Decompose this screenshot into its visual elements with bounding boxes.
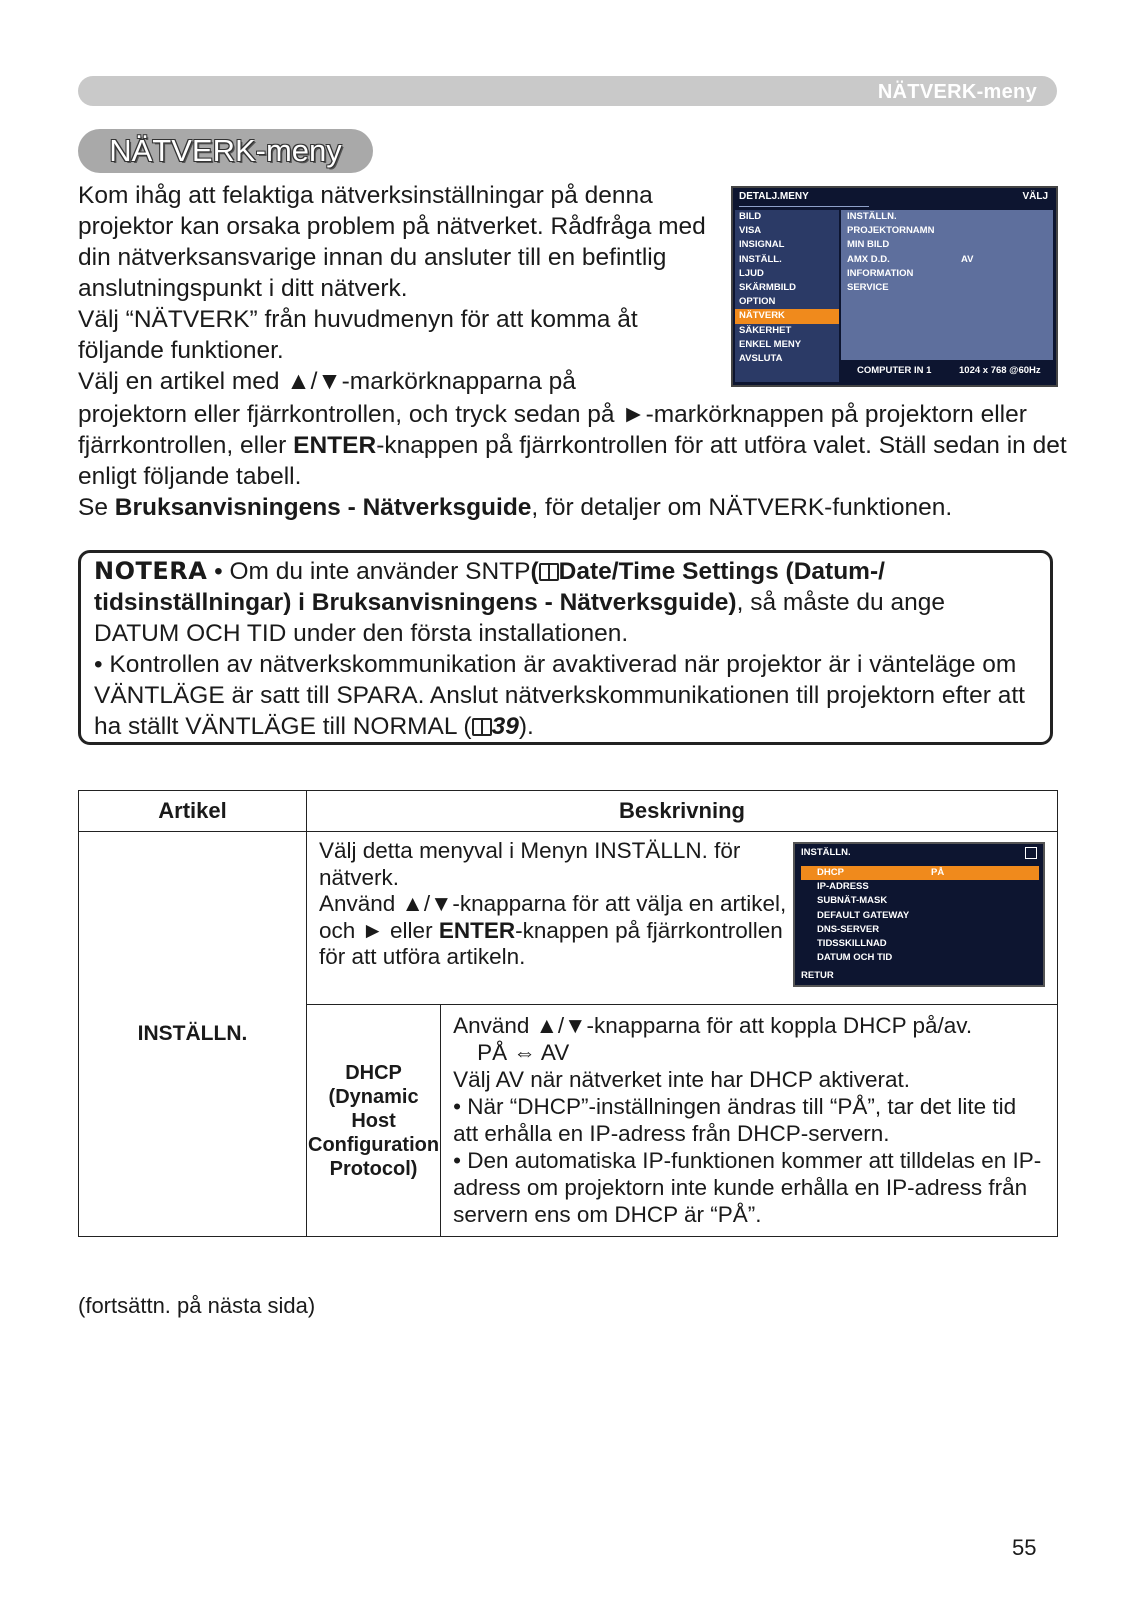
dhcp-description-cell — [441, 1005, 1058, 1237]
menu-item: VISA — [739, 225, 762, 237]
guide-reference: Bruksanvisningens - Nätverksguide — [114, 494, 532, 521]
submenu-item — [801, 894, 1039, 908]
text-run: Använd ▲/▼-knapparna för att välja en artikel, och ► eller — [319, 891, 787, 943]
text-run: • Om du inte använder SNTP — [207, 558, 531, 585]
note-bullet-1 — [94, 556, 1037, 649]
intro-paragraph-4 — [78, 492, 1068, 523]
section-title — [78, 129, 373, 173]
intro-paragraph-2: Välj “NÄTVERK” från huvudmenyn för att komma åt följande funktioner. — [78, 306, 638, 364]
menu-screenshot — [731, 186, 1058, 387]
submenu-label: AMX D.D. — [847, 253, 890, 265]
dhcp-options: PÅ ⇔ AV — [477, 1040, 570, 1065]
enter-key-label: ENTER — [438, 917, 516, 943]
section-title-text: NÄTVERK-meny — [109, 133, 342, 168]
intro-paragraph-1: Kom ihåg att felaktiga nätverksinställningar på denna projektor kan orsaka problem på nätverket. Rådfråga med din nätverksansvarige innan du ansluter till en befintlig anslutningspunkt i ditt nätverk. — [78, 182, 706, 302]
submenu-label: IP-ADRESS — [817, 881, 869, 893]
dhcp-label-line: DHCP — [345, 1061, 402, 1084]
page-reference: 39 — [491, 713, 519, 740]
submenu-label: DEFAULT GATEWAY — [817, 909, 910, 921]
menu-left-list — [735, 210, 839, 382]
text-run: projektorn eller fjärrkontrollen, och tryck sedan på ►-markörknappen på projektorn eller fjärrkontrollen, eller — [78, 401, 1027, 459]
input-source: COMPUTER IN 1 — [857, 365, 932, 376]
submenu-label: DNS-SERVER — [817, 923, 880, 935]
note-box — [78, 550, 1053, 745]
submenu-item — [841, 281, 1053, 295]
return-icon — [1025, 847, 1037, 859]
dhcp-label-line: Protocol) — [329, 1157, 418, 1180]
book-icon — [472, 718, 492, 736]
text-run: -knappen på fjärrkontrollen för att utföra valet. Ställ sedan in det enligt följande tabell. — [78, 432, 1067, 490]
submenu-screenshot — [793, 842, 1045, 987]
return-label: RETUR — [801, 970, 834, 981]
description-line: Välj detta menyval i Menyn INSTÄLLN. för nätverk. — [319, 838, 741, 890]
menu-item: ENKEL MENY — [739, 338, 802, 350]
submenu-item — [801, 909, 1039, 923]
submenu-label: MIN BILD — [847, 239, 890, 251]
submenu-label: SERVICE — [847, 281, 889, 293]
intro-paragraph-3-start: Välj en artikel med ▲/▼-markörknapparna på — [78, 368, 576, 395]
menu-item: LJUD — [739, 267, 764, 279]
running-header-label: NÄTVERK-meny — [877, 81, 1037, 103]
text-run: , så måste du ange DATUM OCH TID under den första installationen. — [94, 589, 945, 647]
menu-item: BILD — [739, 211, 762, 222]
description-text — [319, 838, 789, 971]
submenu-item — [841, 267, 1053, 281]
dhcp-description-line: • Den automatiska IP-funktionen kommer att tilldelas en IP-adress om projektorn inte kunde erhålla en IP-adress från servern ens om DHCP är “PÅ”. — [453, 1148, 1042, 1227]
book-icon — [539, 563, 559, 581]
menu-item-selected: NÄTVERK — [735, 309, 839, 323]
menu-right-list — [841, 210, 1053, 360]
note-label: NOTERA — [94, 557, 208, 585]
submenu-label: TIDSSKILLNAD — [817, 937, 887, 949]
submenu-item — [841, 210, 1053, 224]
menu-item: AVSLUTA — [739, 352, 783, 364]
menu-item: SKÄRMBILD — [739, 281, 796, 293]
submenu-value: PÅ — [931, 867, 945, 878]
page-number: 55 — [1012, 1535, 1037, 1560]
submenu-item — [801, 937, 1039, 951]
menu-title: DETALJ.MENY — [739, 191, 869, 207]
text-run: -knappen på fjärrkontrollen för att utföra artikeln. — [319, 917, 783, 969]
table-header-row — [79, 791, 1058, 832]
submenu-label: PROJEKTORNAMN — [847, 225, 935, 237]
settings-table — [78, 790, 1058, 1237]
text-run: ( — [530, 558, 539, 585]
note-bullet-2 — [94, 649, 1037, 742]
table-row — [79, 832, 1058, 1005]
menu-item: SÄKERHET — [739, 324, 792, 336]
intro-paragraph-3-rest — [78, 399, 1068, 492]
description-line — [319, 891, 789, 971]
guide-reference: Date/Time Settings (Datum-/ tidsinställningar) i Bruksanvisningens - Nätverksguide) — [94, 558, 885, 616]
submenu-label: SUBNÄT-MASK — [817, 895, 888, 907]
column-header-article: Artikel — [79, 791, 307, 832]
dhcp-label-cell — [307, 1005, 441, 1237]
dhcp-label-line: (Dynamic — [328, 1085, 419, 1108]
select-hint: VÄLJ — [1022, 191, 1048, 202]
submenu-item-selected — [801, 866, 1039, 880]
submenu-item — [801, 880, 1039, 894]
dhcp-label-line: Configuration — [308, 1133, 440, 1156]
submenu-item — [801, 951, 1039, 965]
menu-footer — [841, 362, 1053, 380]
submenu-title: INSTÄLLN. — [801, 847, 851, 858]
submenu-label: INSTÄLLN. — [847, 211, 897, 222]
dhcp-description-line: Använd ▲/▼-knapparna för att koppla DHCP på/av. — [453, 1013, 973, 1038]
column-header-description: Beskrivning — [307, 791, 1058, 832]
description-cell — [307, 832, 1058, 1005]
submenu-item — [801, 923, 1039, 937]
menu-item: INSIGNAL — [739, 239, 785, 251]
dhcp-label-line: Host — [351, 1109, 396, 1132]
submenu-item — [841, 238, 1053, 252]
continued-note: (fortsättn. på nästa sida) — [78, 1293, 316, 1318]
submenu-label: DHCP — [817, 867, 844, 878]
submenu-value: AV — [961, 253, 974, 265]
dhcp-description-line: Välj AV när nätverket inte har DHCP aktiverat. — [453, 1067, 910, 1092]
input-resolution: 1024 x 768 @60Hz — [959, 365, 1041, 376]
menu-item: OPTION — [739, 296, 776, 308]
submenu-list — [801, 866, 1039, 965]
text-run: • Kontrollen av nätverkskommunikation är avaktiverad när projektor är i vänteläge om VÄNTLÄGE är satt till SPARA. Anslut nätverkskommunikationen till projektorn efter att ha ställt VÄNTLÄGE till NORMAL ( — [94, 651, 1025, 740]
running-header — [78, 76, 1057, 106]
text-run: Se — [78, 494, 115, 521]
submenu-item — [841, 224, 1053, 238]
text-run: ). — [518, 713, 534, 740]
intro-text-continued — [78, 399, 1068, 523]
submenu-label: INFORMATION — [847, 267, 914, 279]
submenu-label: DATUM OCH TID — [817, 952, 893, 964]
intro-text — [78, 180, 718, 397]
menu-item: INSTÄLL. — [739, 253, 782, 265]
text-run: , för detaljer om NÄTVERK-funktionen. — [531, 494, 953, 521]
submenu-item — [841, 253, 1053, 267]
article-cell: INSTÄLLN. — [79, 832, 307, 1237]
enter-key-label: ENTER — [293, 432, 377, 459]
dhcp-description-line: • När “DHCP”-inställningen ändras till “PÅ”, tar det lite tid att erhålla en IP-adress från DHCP-servern. — [453, 1094, 1017, 1146]
